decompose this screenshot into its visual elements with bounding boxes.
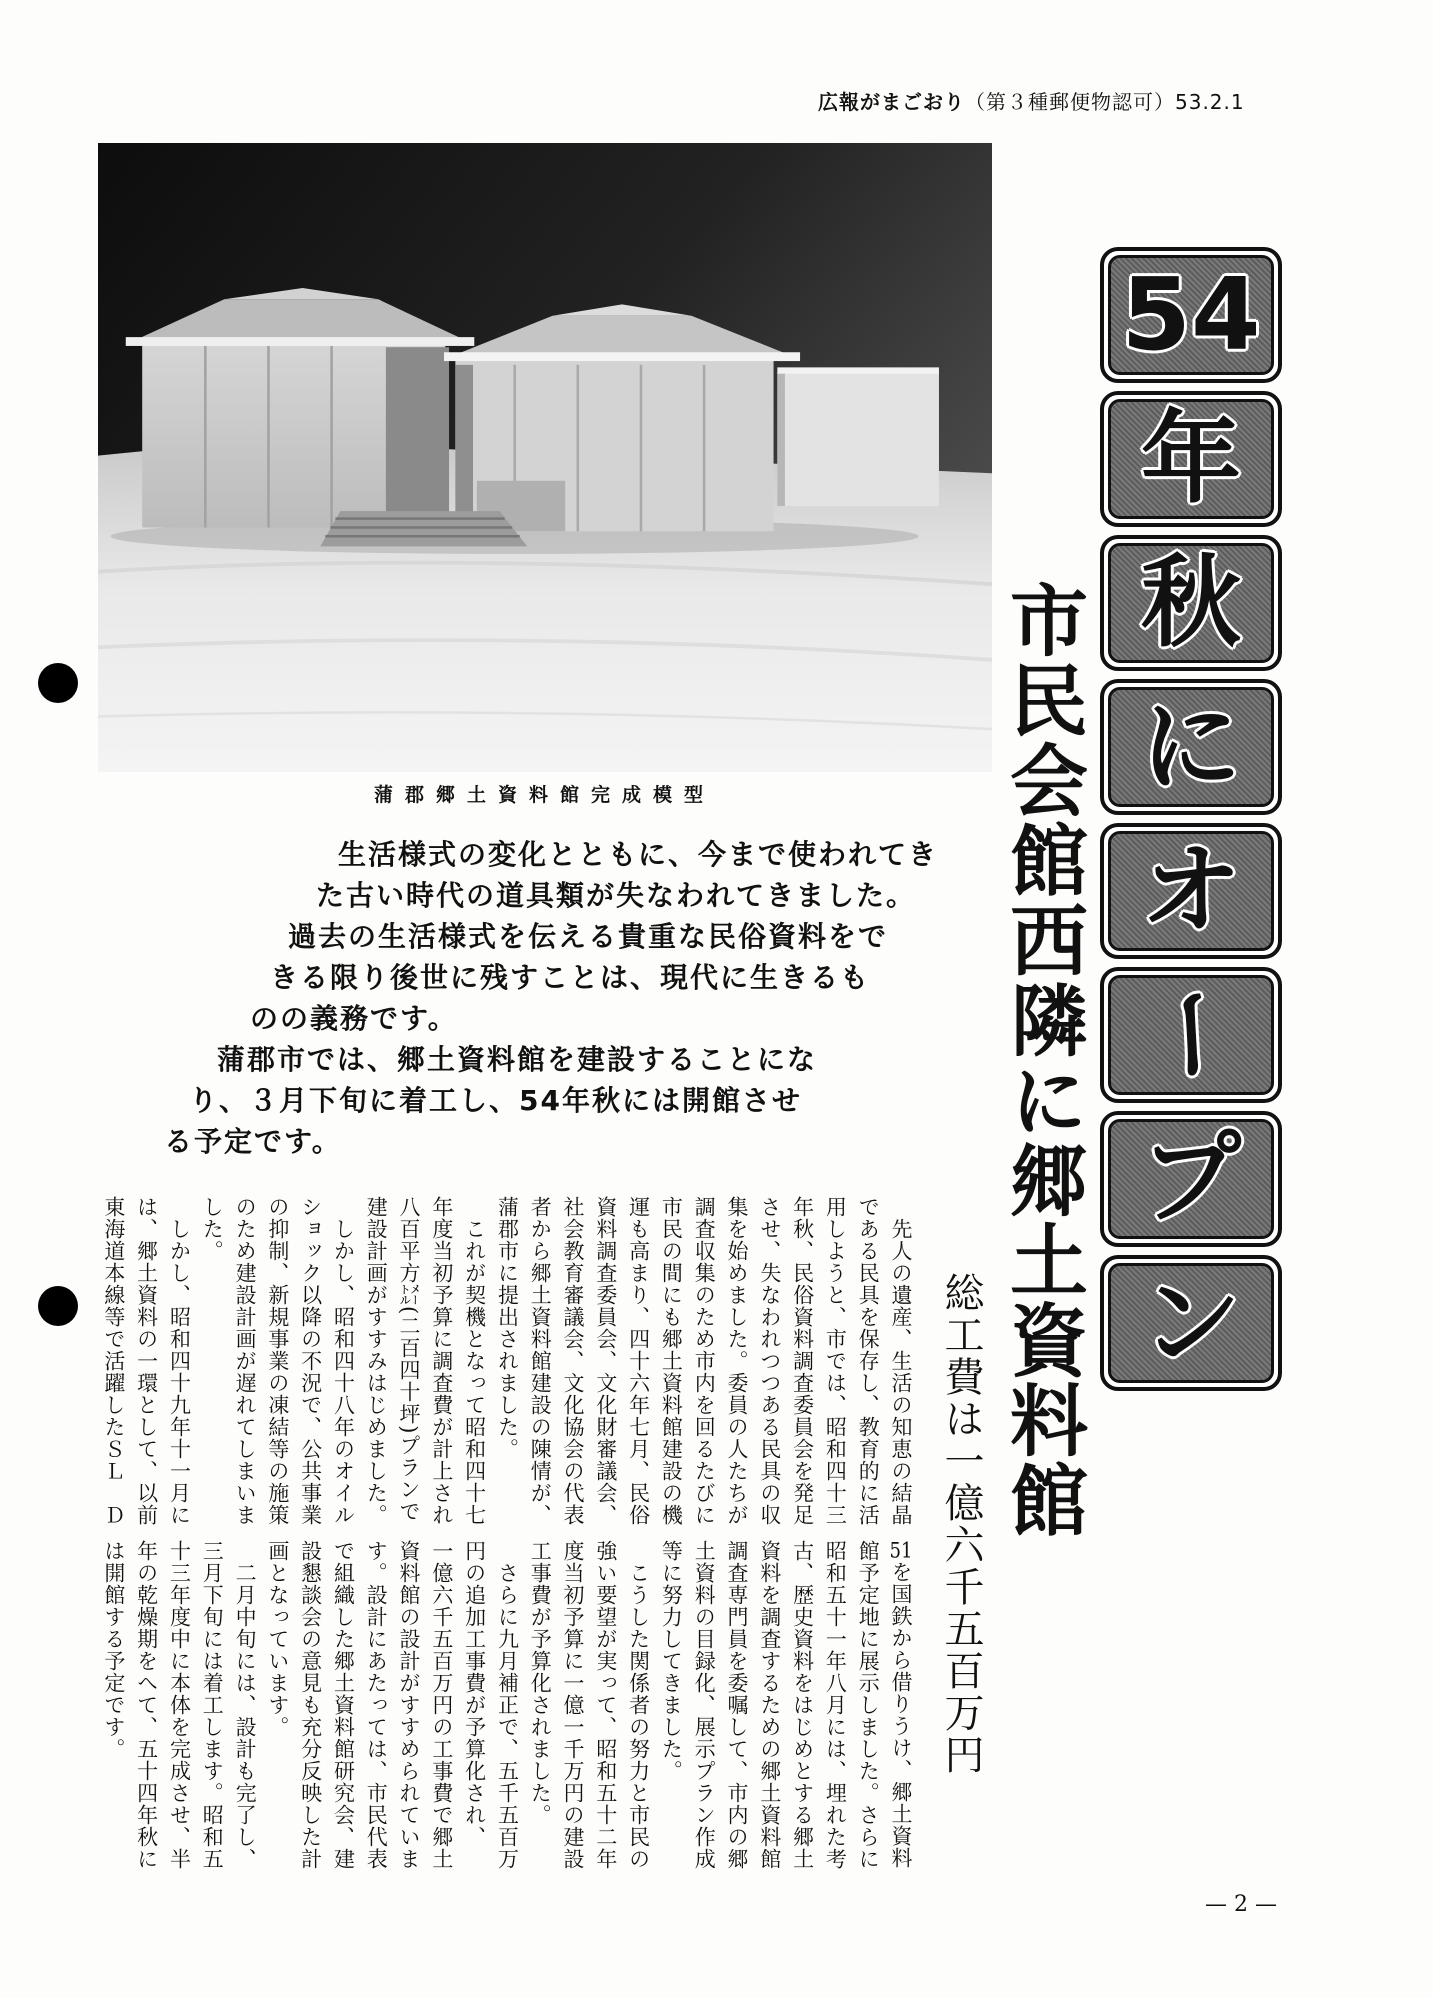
lead-line: 過去の生活様式を伝える貴重な民俗資料をで: [288, 920, 889, 953]
model-building-left: [126, 288, 475, 527]
punch-hole: [38, 663, 78, 703]
headline-box: [1100, 1111, 1282, 1247]
body-column: 等に努力してきました。: [659, 1540, 684, 1782]
photo-caption: 蒲郡郷土資料館完成模型: [374, 784, 716, 806]
postal-permit-and-date: （第３種郵便物認可）53.2.1: [965, 90, 1245, 114]
headline-box: [1100, 247, 1282, 383]
body-column: 集を始めました。委員の人たちが: [725, 1196, 750, 1526]
headline-char: プ: [1141, 1120, 1241, 1237]
body-column: す。設計にあたっては、市民代表: [364, 1540, 389, 1870]
headline-box: [1100, 535, 1282, 671]
model-annex-block: [777, 367, 939, 506]
body-column: 者から郷土資料館建設の陳情が、: [528, 1196, 553, 1526]
body-column: の抑制、新規事業の凍結等の施策: [265, 1196, 290, 1526]
body-column: さらに九月補正で、五千五百万: [495, 1540, 520, 1870]
body-column: 資料調査委員会、文化財審議会、: [593, 1196, 618, 1526]
page-number: — 2 —: [1205, 1892, 1277, 1917]
body-column: 年度当初予算に調査費が計上され: [429, 1196, 454, 1526]
body-column: 昭和五十一年八月には、埋れた考: [823, 1540, 848, 1870]
headline-char: 54: [1121, 256, 1261, 373]
lead-line: 生活様式の変化とともに、今まで使われてき: [338, 838, 939, 871]
body-column: しかし、昭和四十九年十一月に: [167, 1196, 192, 1526]
body-column: 建設計画がすすみはじめました。: [364, 1196, 389, 1526]
model-entrance-steps: [320, 511, 527, 546]
punch-hole: [38, 1286, 78, 1326]
body-column: 画となっています。: [265, 1540, 290, 1738]
body-column: 設懇談会の意見も充分反映した計: [298, 1540, 323, 1870]
body-column: 二月中旬には、設計も完了し、: [233, 1540, 258, 1870]
headline-char: オ: [1141, 832, 1241, 949]
headline-box: [1100, 1255, 1282, 1391]
headline-char: 秋: [1141, 544, 1241, 661]
body-column: 館予定地に展示しました。さらに: [856, 1540, 881, 1870]
headline-box: [1100, 679, 1282, 815]
publication-name: 広報がまごおり: [818, 90, 965, 114]
body-column: しかし、昭和四十八年のオイル: [331, 1196, 356, 1526]
body-column: 三月下旬には着工します。昭和五: [200, 1540, 225, 1870]
lead-line: 蒲郡市では、郷土資料館を建設することにな: [217, 1043, 818, 1076]
body-column: 年秋、民俗資料調査委員会を発足: [790, 1196, 815, 1526]
body-column: 工事費が予算化されました。: [528, 1540, 553, 1826]
body-column: 51を国鉄から借りうけ、郷土資料: [889, 1540, 913, 1869]
headline-boxes: [1100, 247, 1282, 1391]
lead-line: り、３月下旬に着工し、54年秋には開館させ: [189, 1084, 802, 1117]
body-column: ショック以降の不況で、公共事業: [298, 1196, 323, 1526]
body-column: 八百平方㍍(二百四十坪)プランで: [397, 1196, 422, 1523]
body-column: 用しようと、市では、昭和四十三: [823, 1196, 848, 1526]
body-column: 運も高まり、四十六年七月、民俗: [626, 1196, 651, 1526]
headline-char: ン: [1141, 1264, 1241, 1381]
body-column: 円の追加工事費が予算化され、: [462, 1540, 487, 1848]
headline-box: [1100, 823, 1282, 959]
body-column: 調査収集のため市内を回るたびに: [692, 1196, 717, 1526]
headline-box: [1100, 967, 1282, 1103]
headline-box: [1100, 391, 1282, 527]
body-column: 社会教育審議会、文化協会の代表: [561, 1196, 586, 1526]
body-column: 蒲郡市に提出されました。: [495, 1196, 520, 1460]
lead-line: のの義務です。: [250, 1002, 458, 1035]
body-column: である民具を保存し、教育的に活: [856, 1196, 881, 1526]
body-column: 市民の間にも郷土資料館建設の機: [659, 1196, 684, 1526]
lead-line: る予定です。: [164, 1125, 342, 1158]
body-text-upper: [97, 1196, 917, 1536]
body-text-lower: [97, 1540, 917, 1880]
body-column: 調査専門員を委嘱して、市内の郷: [725, 1540, 750, 1870]
body-column: こうした関係者の努力と市民の: [626, 1540, 651, 1870]
body-column: これが契機となって昭和四十七: [462, 1196, 487, 1526]
body-column: で組織した郷土資料館研究会、建: [331, 1540, 356, 1870]
model-building-right: [444, 304, 800, 531]
body-column: 東海道本線等で活躍したＳＬ Ｄ: [101, 1196, 126, 1526]
headline-char: ー: [1133, 985, 1250, 1085]
body-column: 土資料の目録化、展示プラン作成: [692, 1540, 717, 1870]
headline-char: に: [1141, 688, 1241, 805]
body-column: 強い要望が実って、昭和五十二年: [593, 1540, 618, 1870]
body-column: は、郷土資料の一環として、以前: [134, 1196, 159, 1526]
article-subtitle: 総工費は一億六千五百万円: [938, 1272, 984, 1776]
lead-line: きる限り後世に残すことは、現代に生きるも: [270, 961, 871, 994]
body-column: 度当初予算に一億一千万円の建設: [561, 1540, 586, 1870]
page-header: [818, 86, 1245, 115]
body-column: 十三年度中に本体を完成させ、半: [167, 1540, 192, 1870]
body-column: は開館する予定です。: [101, 1540, 126, 1760]
article-title: 市民会館西隣に郷土資料館: [997, 580, 1087, 1540]
body-column: した。: [200, 1196, 225, 1262]
body-column: 資料を調査するための郷土資料館: [757, 1540, 782, 1870]
body-column: 一億六千五百万円の工事費で郷土: [429, 1540, 454, 1870]
headline-char: 年: [1141, 400, 1241, 517]
body-column: 年の乾燥期をへて、五十四年秋に: [134, 1540, 159, 1870]
building-model-photo: [98, 143, 992, 772]
body-column: 古、歴史資料をはじめとする郷土: [790, 1540, 815, 1870]
body-column: させ、失なわれつつある民具の収: [757, 1196, 782, 1526]
body-column: のため建設計画が遅れてしまいま: [233, 1196, 258, 1526]
lead-line: た古い時代の道具類が失なわれてきました。: [316, 879, 917, 912]
body-column: 先人の遺産、生活の知恵の結晶: [889, 1196, 913, 1526]
body-column: 資料館の設計がすすめられていま: [397, 1540, 422, 1870]
